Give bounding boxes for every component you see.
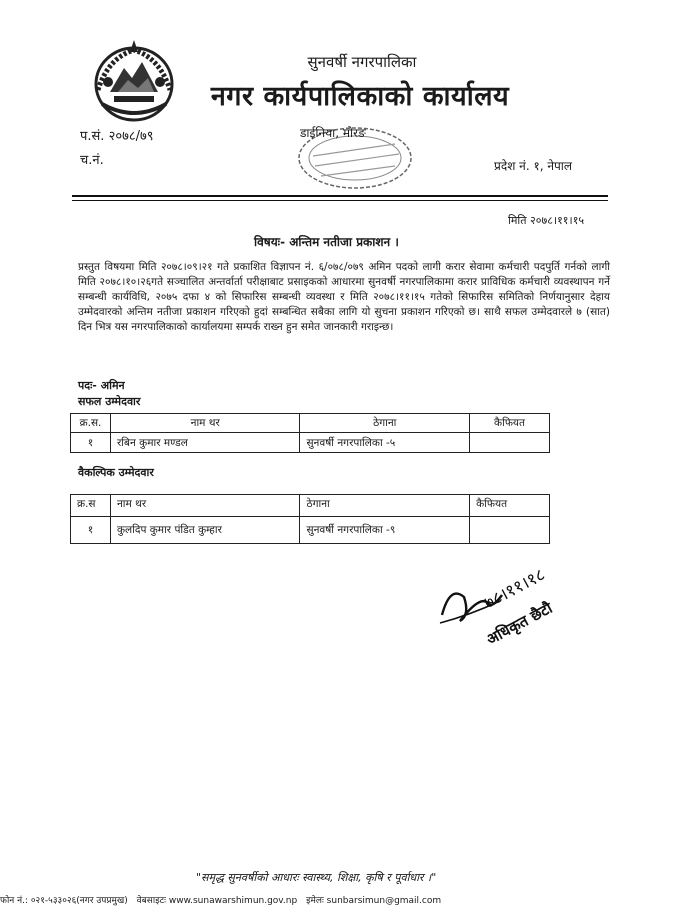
footer-email[interactable]: इमेलः sunbarsimun@gmail.com: [306, 896, 442, 906]
table-row: [71, 433, 550, 453]
name-cell: कुलदिप कुमार पंडित कुम्हार: [110, 517, 300, 544]
signature-date: ७८।११।१८: [480, 564, 549, 614]
footer-website[interactable]: वेबसाइटः www.sunawarshimun.gov.np: [136, 896, 298, 906]
post-label: पदः- अमिन: [78, 379, 125, 392]
remarks-cell: [470, 517, 550, 544]
column-header: नाम थर: [110, 495, 300, 517]
column-header: कैफियत: [470, 495, 550, 517]
footer-phone: फोन नं.: ०२१-५३३०२६(नगर उपप्रमुख): [0, 896, 128, 906]
address-cell: सुनवर्षी नगरपालिका -५: [300, 433, 470, 453]
serial-cell: १: [71, 517, 111, 544]
name-cell: रबिन कुमार मण्डल: [110, 433, 299, 453]
footer-contact: [0, 893, 679, 906]
column-header: नाम थर: [110, 414, 299, 433]
footer-slogan: "समृद्ध सुनवर्षीको आधारः स्वास्थ्य, शिक्षा, कृषि र पूर्वाधार ।": [196, 871, 437, 884]
table-header-row: [71, 495, 550, 517]
column-header: क्र.स.: [71, 414, 111, 433]
province-label: प्रदेश नं. १, नेपाल: [494, 159, 573, 173]
header-divider: [72, 195, 608, 197]
address-cell: सुनवर्षी नगरपालिका -९: [300, 517, 470, 544]
notice-date: मिति २०७८।११।१५: [508, 214, 585, 227]
serial-cell: १: [71, 433, 111, 453]
municipality-name: सुनवर्षी नगरपालिका: [307, 53, 417, 71]
alternate-candidates-table: [70, 494, 550, 544]
column-header: क्र.स: [71, 495, 111, 517]
successful-heading: सफल उम्मेदवार: [78, 395, 141, 408]
alternate-heading: वैकल्पिक उम्मेदवार: [78, 466, 154, 479]
table-row: [71, 517, 550, 544]
table-header-row: [71, 414, 550, 433]
office-location: डाईनिया, मोरङ: [300, 126, 366, 140]
nepal-emblem-icon: [88, 38, 180, 124]
notice-body: प्रस्तुत विषयमा मिति २०७८।०९।२१ गते प्रकाशित विज्ञापन नं. ६/०७८/०७९ अमिन पदको लागी करार सेवामा कर्मचारी पदपुर्ति गर्नको लागी मिति २०७८।१०।२६गते सञ्चालित अन्तर्वार्ता परीक्षाबाट प्रसाइकको आधारमा सुनवर्षी नगरपालिकामा करार प्राविधिक कर्मचारी व्यवस्थापन गर्ने सम्बन्धी कार्यविधि, २०७५ दफा ४ को सिफारिस सम्बन्धी व्यवस्था र मिति २०७८।११।१५ गतेको सिफारिस समितिको निर्णयानुसार देहाय उम्मेदवारको अन्तिम नतीजा प्रकाशन गरिएको हुदां सम्बन्धित सबैका लागि यो सुचना प्रकाशन गरिएको छ। साथै सफल उम्मेदवारले ७ (सात) दिन भित्र यस नगरपालिकाको कार्यालयमा सम्पर्क राख्न हुन समेत जानकारी गराइन्छ।: [78, 261, 610, 333]
column-header: कैफियत: [470, 414, 550, 433]
dispatch-number: च.नं.: [80, 153, 104, 168]
reference-number: प.सं. २०७८/७९: [80, 129, 154, 144]
signatory-title: अधिकृत छैटौ: [483, 598, 556, 649]
column-header: ठेगाना: [300, 414, 470, 433]
office-title: नगर कार्यपालिकाको कार्यालय: [210, 81, 510, 112]
remarks-cell: [470, 433, 550, 453]
successful-candidates-table: [70, 413, 550, 453]
column-header: ठेगाना: [300, 495, 470, 517]
header-divider-thin: [72, 200, 608, 201]
signature: [430, 545, 590, 655]
notice-subject: विषयः- अन्तिम नतीजा प्रकाशन ।: [254, 235, 399, 249]
